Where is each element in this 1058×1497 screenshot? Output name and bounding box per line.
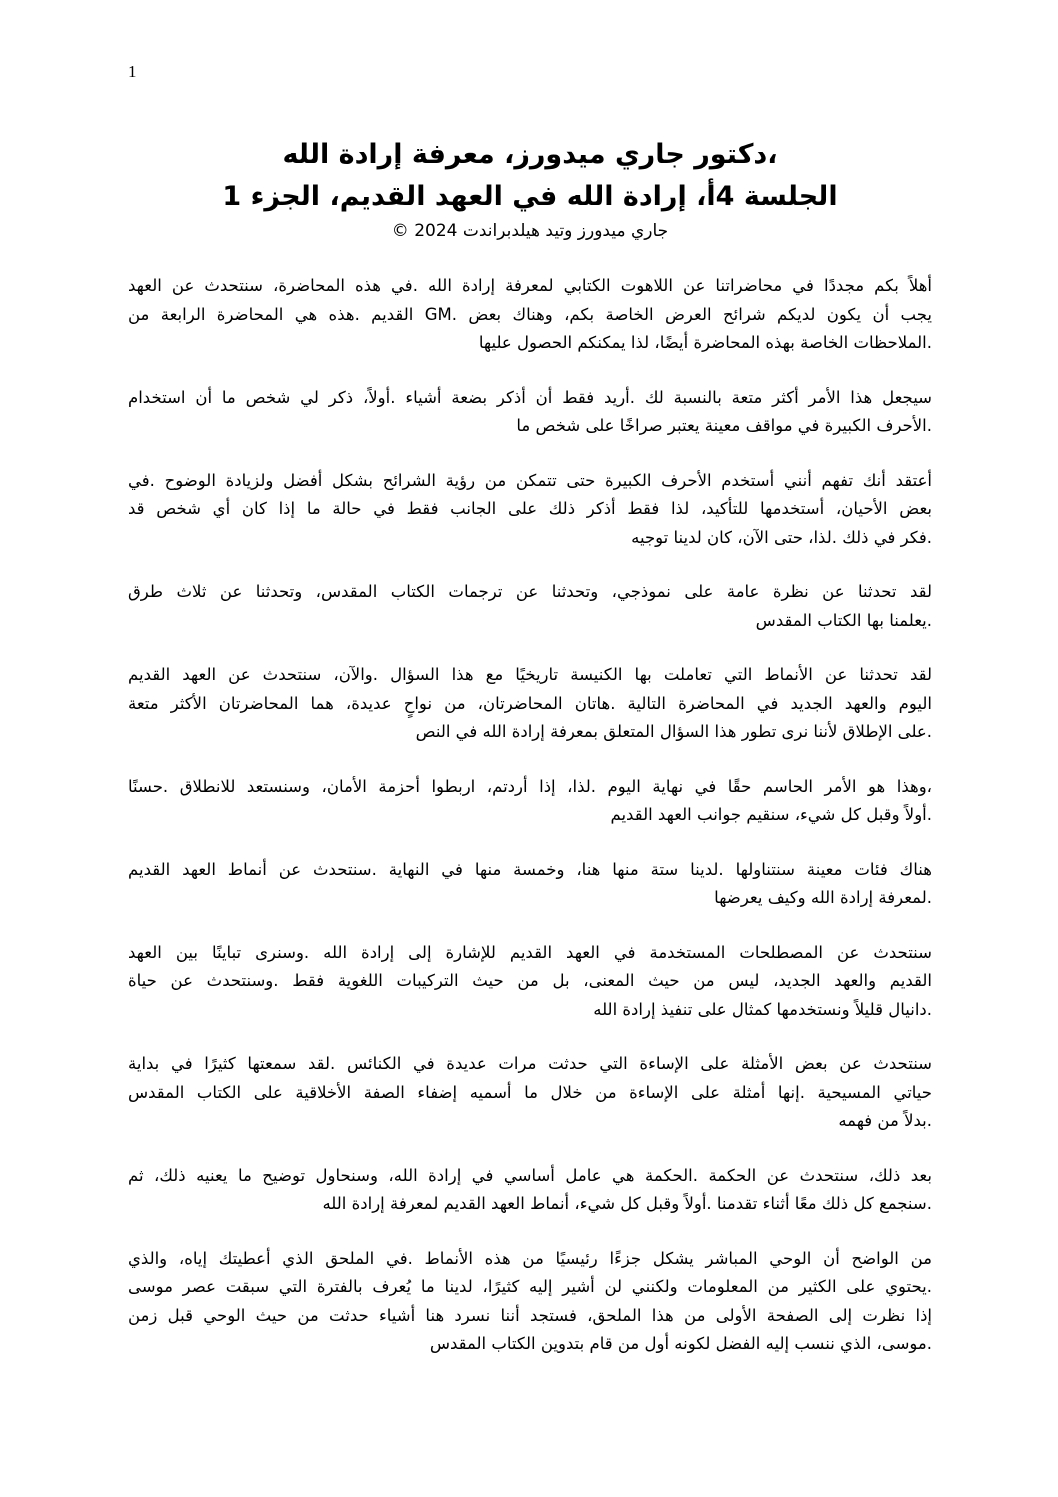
paragraph	[128, 856, 932, 913]
paragraph-line: .أولاً وقبل كل شيء، سنقيم جوانب العهد القديم	[610, 805, 932, 824]
paragraph-line: اليوم والعهد الجديد في المحاضرة التالية .هاتان المحاضرتان، من نواحٍ عديدة، هما المحاضرتان الأكثر متعة	[128, 693, 932, 713]
paragraph-line: .بدلاً من فهمه	[838, 1111, 932, 1130]
paragraph	[128, 1245, 932, 1359]
paragraph-line: .يعلمنا بها الكتاب المقدس	[755, 610, 932, 630]
paragraph	[128, 1050, 932, 1136]
paragraph	[128, 467, 932, 553]
paragraph-line: لقد تحدثنا عن الأنماط التي تعاملت بها الكنيسة تاريخيًا مع هذا السؤال .والآن، سنتحدث عن العهد القديم	[128, 665, 932, 684]
paragraph-line: بعض الأحيان، أستخدمها للتأكيد، لذا فقط أذكر ذلك على الجانب فقط في حالة ما إذا كان أي شخص قد	[128, 499, 932, 518]
paragraph-line: سيجعل هذا الأمر أكثر متعة بالنسبة لك .أريد فقط أن أذكر بضعة أشياء .أولاً، ذكر لي شخص ما أن استخدام	[128, 387, 932, 407]
paragraph	[128, 384, 932, 441]
paragraph	[128, 661, 932, 747]
paragraph-line: .لمعرفة إرادة الله وكيف يعرضها	[714, 888, 932, 907]
paragraph	[128, 578, 932, 635]
paragraph-line: هناك فئات معينة سنتناولها .لدينا ستة منها هنا، وخمسة منها في النهاية .سنتحدث عن أنماط العهد القديم	[128, 859, 932, 879]
paragraph-line: ،وهذا هو الأمر الحاسم حقًا في نهاية اليوم .لذا، إذا أردتم، اربطوا أحزمة الأمان، وسنستعد للانطلاق .حسنًا	[128, 776, 932, 796]
document-header	[150, 134, 910, 244]
document-body	[128, 272, 932, 1385]
paragraph-line: أهلاً بكم مجددًا في محاضراتنا عن اللاهوت الكتابي لمعرفة إرادة الله .في هذه المحاضرة، سنتحدث عن العهد	[128, 276, 932, 295]
paragraph-line: أعتقد أنك تفهم أنني أستخدم الأحرف الكبيرة حتى تتمكن من رؤية الشرائح بشكل أفضل ولزيادة الوضوح .في	[128, 470, 932, 490]
copyright-line: جاري ميدورز وتيد هيلدبراندت 2024 ©	[391, 221, 669, 241]
paragraph	[128, 272, 932, 358]
paragraph-line: .دانيال قليلاً ونستخدمها كمثال على تنفيذ إرادة الله	[593, 999, 932, 1019]
paragraph	[128, 939, 932, 1025]
paragraph-line: يجب أن يكون لديكم شرائح العرض الخاصة بكم، وهناك بعض .GM القديم .هذه هي المحاضرة الرابعة من	[128, 304, 932, 324]
paragraph-line: سنتحدث عن بعض الأمثلة على الإساءة التي حدثت مرات عديدة في الكنائس .لقد سمعتها كثيرًا في بداية	[128, 1054, 932, 1073]
paragraph-line: .سنجمع كل ذلك معًا أثناء تقدمنا .أولاً وقبل كل شيء، أنماط العهد القديم لمعرفة إرادة الله	[322, 1194, 932, 1213]
paragraph-line: .الأحرف الكبيرة في مواقف معينة يعتبر صراخًا على شخص ما	[516, 416, 932, 435]
paragraph-line: .فكر في ذلك .لذا، حتى الآن، كان لدينا توجيه	[631, 527, 932, 547]
paragraph-line: القديم والعهد الجديد، ليس من حيث المعنى، بل من حيث التركيبات اللغوية فقط .وسنتحدث عن حياة	[128, 971, 932, 990]
paragraph-line: سنتحدث عن المصطلحات المستخدمة في العهد القديم للإشارة إلى إرادة الله .وسنرى تباينًا بين العهد	[128, 942, 932, 962]
page-number: 1	[128, 62, 137, 81]
title-line-1: ،دكتور جاري ميدورز، معرفة إرادة الله	[282, 139, 778, 170]
paragraph	[128, 773, 932, 830]
paragraph-line: لقد تحدثنا عن نظرة عامة على نموذجي، وتحدثنا عن ترجمات الكتاب المقدس، وتحدثنا عن ثلاث طرق	[128, 582, 932, 601]
paragraph-line: .الملاحظات الخاصة بهذه المحاضرة أيضًا، لذا يمكنكم الحصول عليها	[478, 333, 932, 352]
paragraph-line: .يحتوي على الكثير من المعلومات ولكنني لن أشير إليه كثيرًا، لدينا ما يُعرف بالفترة التي سبقت عصر موسى	[128, 1277, 932, 1296]
paragraph-line: إذا نظرت إلى الصفحة الأولى من هذا الملحق، فستجد أننا نسرد هنا أشياء حدثت من حيث الوحي قبل زمن	[128, 1305, 932, 1325]
paragraph-line: من الواضح أن الوحي المباشر يشكل جزءًا رئيسيًا من هذه الأنماط .في الملحق الذي أعطيتك إياه، والذي	[128, 1248, 932, 1268]
paragraph-line: .موسى، الذي ننسب إليه الفضل لكونه أول من قام بتدوين الكتاب المقدس	[429, 1334, 932, 1353]
paragraph-line: بعد ذلك، سنتحدث عن الحكمة .الحكمة هي عامل أساسي في إرادة الله، وسنحاول توضيح ما يعنيه ذلك، ثم	[128, 1165, 932, 1185]
paragraph-line: .على الإطلاق لأننا نرى تطور هذا السؤال المتعلق بمعرفة إرادة الله في النص	[415, 722, 932, 741]
title-line-2: الجلسة 4أ، إرادة الله في العهد القديم، الجزء 1	[222, 181, 838, 212]
paragraph-line: حياتي المسيحية .إنها أمثلة على الإساءة من خلال ما أسميه إضفاء الصفة الأخلاقية على الكتاب المقدس	[128, 1082, 932, 1102]
paragraph	[128, 1162, 932, 1219]
